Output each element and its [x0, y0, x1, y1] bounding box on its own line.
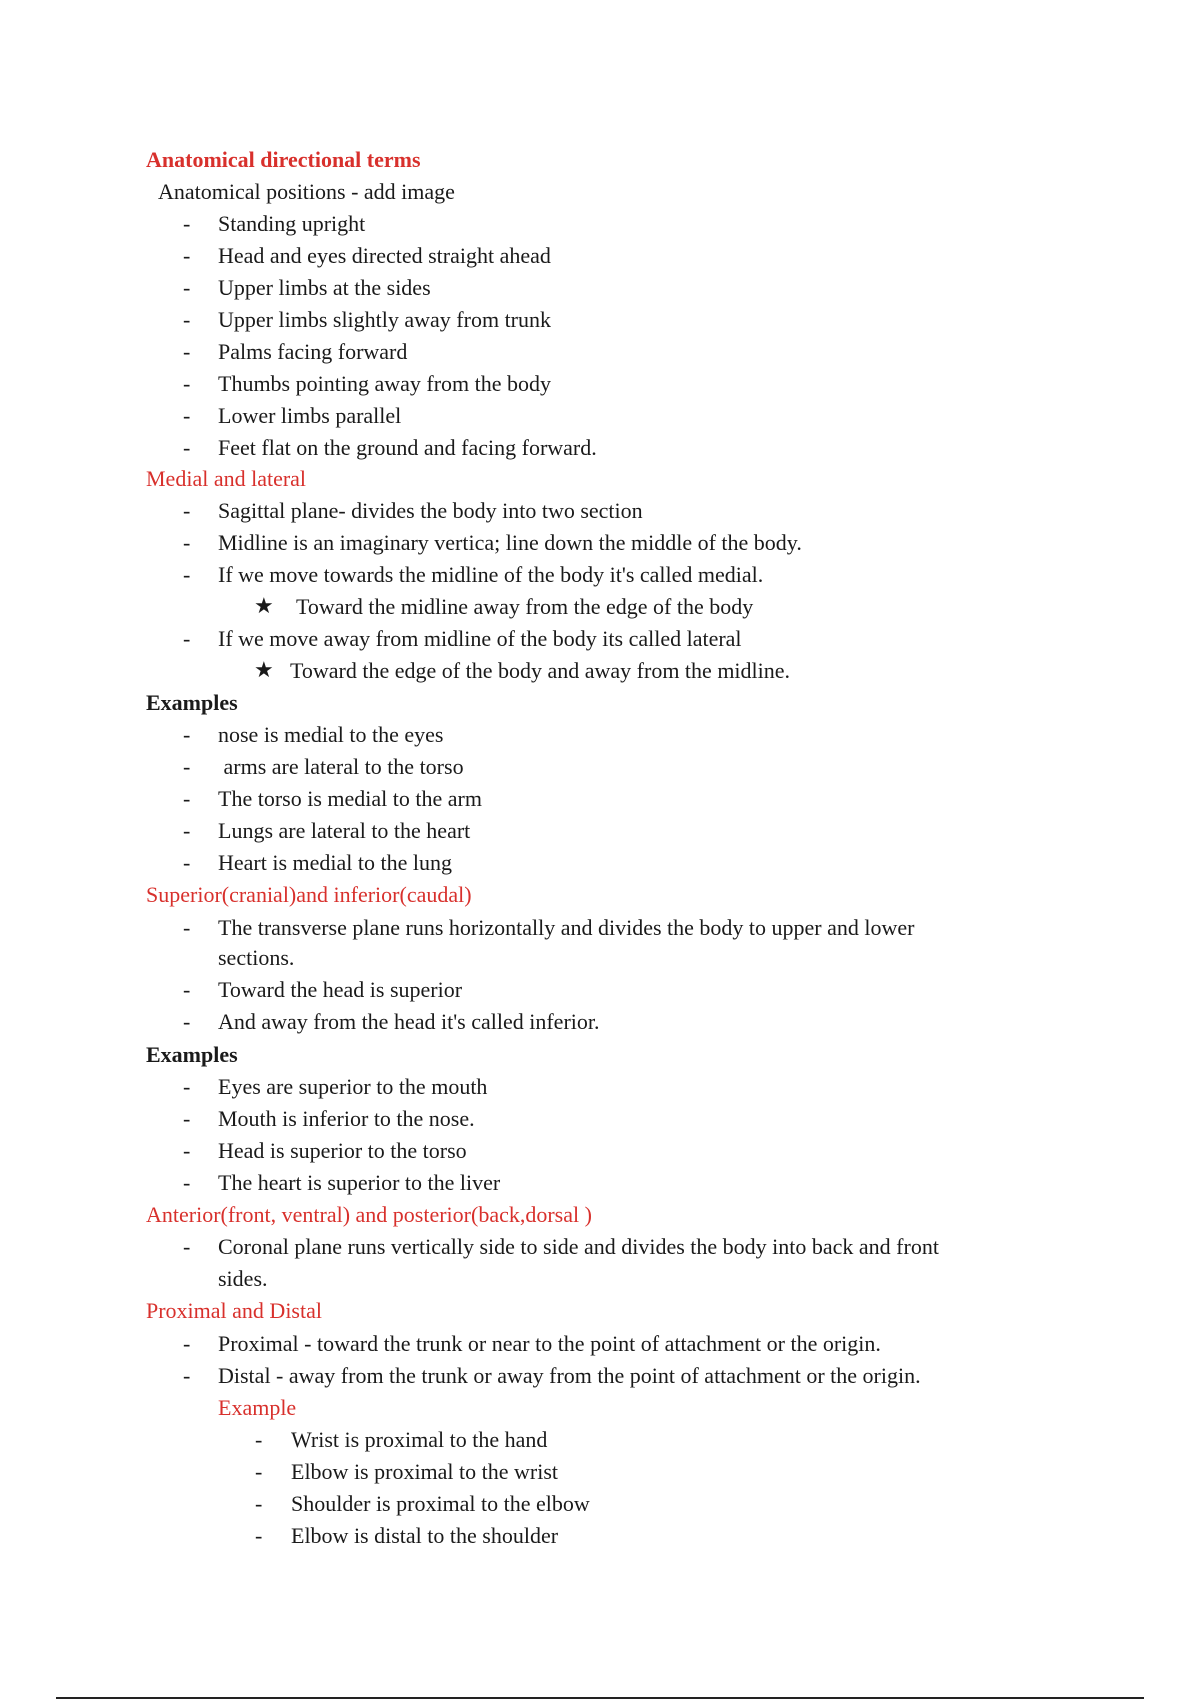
list-item: If we move towards the midline of the body it's called medial.	[218, 562, 764, 587]
list-item: Head and eyes directed straight ahead	[218, 243, 551, 268]
list-item: Midline is an imaginary vertica; line down the middle of the body.	[218, 530, 802, 555]
list-item-continuation: sides.	[218, 1266, 268, 1291]
list-bullet: -	[183, 435, 191, 460]
list-bullet: -	[183, 1106, 191, 1131]
list-bullet: -	[183, 1363, 191, 1388]
list-item: Toward the head is superior	[218, 977, 463, 1002]
list-bullet: -	[183, 530, 191, 555]
list-bullet: -	[183, 1138, 191, 1163]
list-item: Standing upright	[218, 211, 366, 236]
examples-heading: Examples	[146, 1042, 238, 1067]
list-bullet: -	[183, 339, 191, 364]
sub-list-item: Toward the edge of the body and away from the midline.	[290, 658, 791, 683]
list-bullet: -	[183, 915, 191, 940]
list-bullet: -	[183, 1009, 191, 1034]
list-item: nose is medial to the eyes	[218, 722, 444, 747]
list-item: The transverse plane runs horizontally and divides the body to upper and lower	[218, 915, 915, 940]
list-item: Palms facing forward	[218, 339, 408, 364]
list-bullet: -	[183, 786, 191, 811]
section-heading-proximal: Proximal and Distal	[146, 1298, 322, 1323]
section-heading-anterior: Anterior(front, ventral) and posterior(back,dorsal )	[146, 1202, 592, 1227]
list-item: Lungs are lateral to the heart	[218, 818, 471, 843]
star-bullet-icon: ★	[254, 658, 274, 683]
list-item: Mouth is inferior to the nose.	[218, 1106, 475, 1131]
list-item: Upper limbs at the sides	[218, 275, 431, 300]
section-heading-medial: Medial and lateral	[146, 466, 307, 491]
list-bullet: -	[183, 818, 191, 843]
list-bullet: -	[255, 1491, 263, 1516]
list-bullet: -	[183, 211, 191, 236]
list-bullet: -	[183, 1170, 191, 1195]
list-bullet: -	[183, 1074, 191, 1099]
list-item: And away from the head it's called inferior.	[218, 1009, 600, 1034]
list-item: Coronal plane runs vertically side to side and divides the body into back and front	[218, 1234, 939, 1259]
list-item: Lower limbs parallel	[218, 403, 402, 428]
list-item: Proximal - toward the trunk or near to the point of attachment or the origin.	[218, 1331, 881, 1356]
list-bullet: -	[183, 307, 191, 332]
list-item: Feet flat on the ground and facing forward.	[218, 435, 597, 460]
list-bullet: -	[183, 275, 191, 300]
list-item: Heart is medial to the lung	[218, 850, 452, 875]
sub-list-item: Elbow is distal to the shoulder	[291, 1523, 559, 1548]
list-bullet: -	[183, 498, 191, 523]
list-bullet: -	[183, 403, 191, 428]
list-item: Thumbs pointing away from the body	[218, 371, 552, 396]
sub-list-item: Shoulder is proximal to the elbow	[291, 1491, 590, 1516]
list-bullet: -	[183, 850, 191, 875]
list-bullet: -	[255, 1427, 263, 1452]
sub-list-item: Wrist is proximal to the hand	[291, 1427, 548, 1452]
list-bullet: -	[183, 977, 191, 1002]
list-bullet: -	[183, 562, 191, 587]
list-item: Sagittal plane- divides the body into two section	[218, 498, 643, 523]
list-bullet: -	[183, 1234, 191, 1259]
list-item: Head is superior to the torso	[218, 1138, 467, 1163]
list-item: Distal - away from the trunk or away from the point of attachment or the origin.	[218, 1363, 921, 1388]
list-bullet: -	[183, 371, 191, 396]
list-bullet: -	[255, 1523, 263, 1548]
sub-list-item: Toward the midline away from the edge of the body	[296, 594, 754, 619]
list-item: The torso is medial to the arm	[218, 786, 482, 811]
section-heading-superior: Superior(cranial)and inferior(caudal)	[146, 882, 472, 907]
examples-heading: Examples	[146, 690, 238, 715]
list-bullet: -	[183, 722, 191, 747]
example-heading: Example	[218, 1395, 297, 1420]
list-item: The heart is superior to the liver	[218, 1170, 501, 1195]
list-bullet: -	[255, 1459, 263, 1484]
list-item-continuation: sections.	[218, 945, 295, 970]
list-bullet: -	[183, 243, 191, 268]
intro-line: Anatomical positions - add image	[158, 179, 455, 204]
doc-title: Anatomical directional terms	[146, 147, 421, 172]
list-bullet: -	[183, 626, 191, 651]
star-bullet-icon: ★	[254, 594, 274, 619]
list-item: arms are lateral to the torso	[218, 754, 464, 779]
footer-divider	[56, 1697, 1144, 1699]
list-item: If we move away from midline of the body its called lateral	[218, 626, 742, 651]
list-item: Upper limbs slightly away from trunk	[218, 307, 552, 332]
list-item: Eyes are superior to the mouth	[218, 1074, 488, 1099]
sub-list-item: Elbow is proximal to the wrist	[291, 1459, 559, 1484]
list-bullet: -	[183, 1331, 191, 1356]
list-bullet: -	[183, 754, 191, 779]
